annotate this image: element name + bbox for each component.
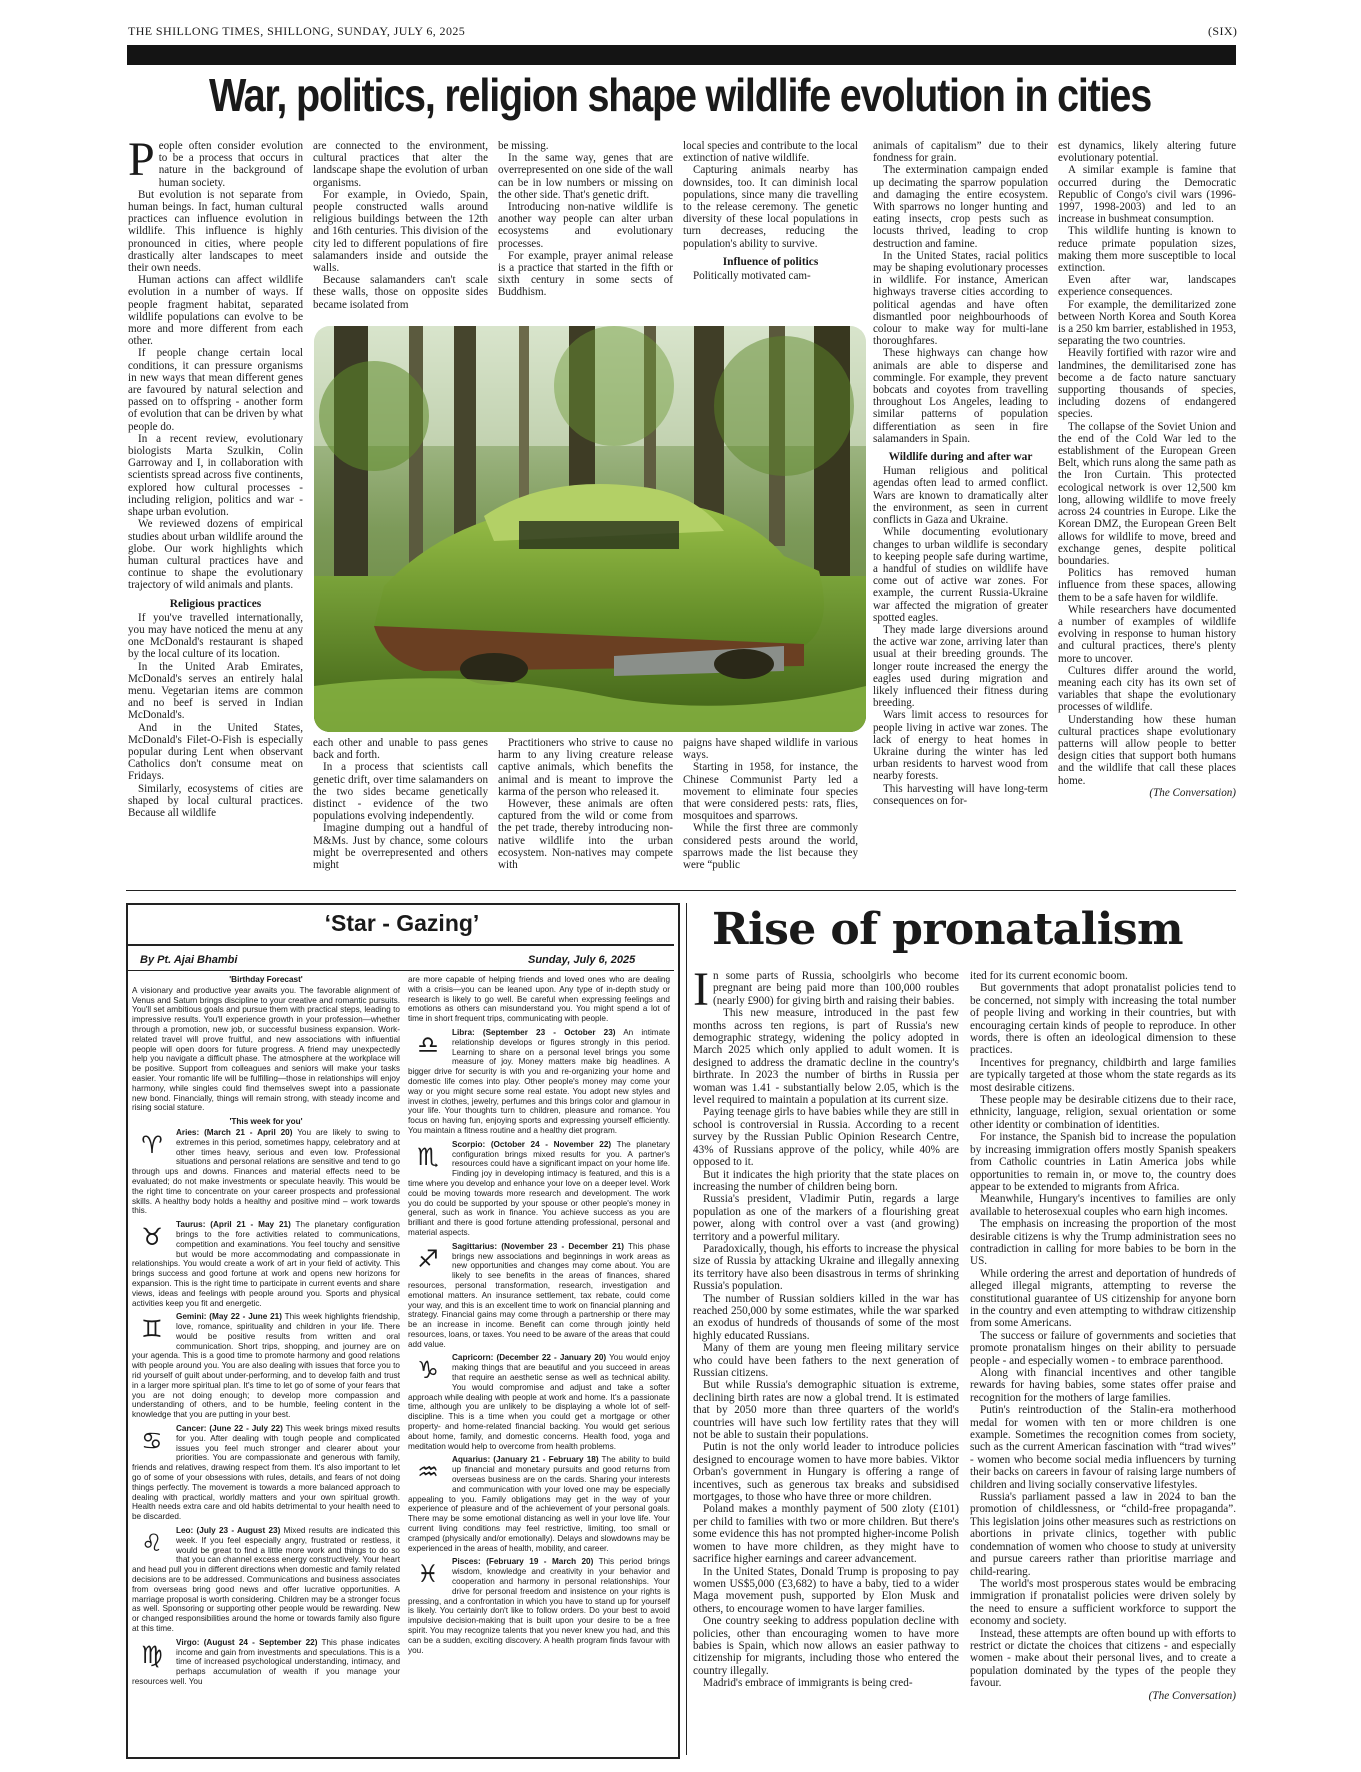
paragraph: Politically motivated cam- [693,270,811,283]
fish-icon: ♓ [417,1560,439,1589]
paragraph: A similar example is famine that occurred during the Democratic Republic of Congo's civil wars (1996-1997, 1998-2003) and led to an increase in bushmeat consumption. [1058,164,1236,226]
wildlife-column-4-top [683,140,858,322]
paragraph: be missing. [498,140,549,152]
paragraph: Putin's reintroduction of the Stalin-era motherhood medal for women with ten or more children is one example. Sometimes the recognition comes from society, such as the current American fascination with “trad wives” - women who become social media influencers by turning their backs on careers in favour of raising large numbers of children and living socially conservative lifestyles. [970,1404,1236,1491]
paragraph: But while Russia's demographic situation is extreme, declining birth rates are now a global trend. It is estimated that by 2050 more than three quarters of the world's countries will have such low fertility rates that they will not be able to sustain their populations. [693,1379,959,1442]
horoscope-entry [408,1353,670,1451]
birthday-heading: 'Birthday Forecast' [229,975,303,984]
horoscope-entry [132,1424,400,1522]
horoscope-entry [408,1557,670,1655]
paragraph: n some parts of Russia, schoolgirls who become pregnant are being paid more than 100,000 roubles (nearly £900) for giving birth and raising their babies. [712,970,959,1007]
moss-covered-car-photo [314,326,866,732]
paragraph: In a process that scientists call genetic drift, over time salamanders on the two sides became genetically distinct - evidence of the two populations evolving independently. [313,761,488,823]
sign-forecast: You are likely to swing to extremes in this period, sometimes happy, celebratory and at other times heavy, serious and even low. Professional situations and personal relations are sensitive and tend to go through ups and downs. Finances and material effects need to be evaluated; do not make investments or speculate heavily. This would be the right time to concentrate on your career prospects and professional skills. A healthy body holds a healthy and positive mind – work towards this. [132,1127,400,1216]
paragraph: Instead, these attempts are often bound up with efforts to restrict or dictate the choices that citizens - and especially women - make about their personal lives, and to create a population dominated by the types of the people they favour. [970,1627,1236,1690]
wildlife-headline: War, politics, religion shape wildlife evolution in cities [208,69,1152,121]
sign-name: Cancer: (June 22 - July 22) [176,1424,283,1434]
paragraph: But evolution is not separate from human beings. In fact, human cultural practices can influence evolution in wildlife. This influence is highly pronounced in cities, where people drastically alter landscapes to meet their own needs. [128,188,303,275]
paragraph: est dynamics, likely altering future evolutionary potential. [1058,140,1236,165]
stargazing-date: Sunday, July 6, 2025 [528,954,636,966]
sign-forecast: This phase brings new associations and beginnings in work areas as new opportunities and changes may come about. You are likely to see benefits in the areas of finances, shared resources, personal transformation, research, investigation and emotional matters. An insurance settlement, tax rebate, could come your way, and this is an excellent time to work on financial planning and strategy. Financial gains may come through a partnership or there may be an increase in income. Benefit can come through jointly held resources, loans, or taxes. You need to be aware of the areas that could add value. [408,1241,670,1349]
wildlife-column-6 [1058,140,1236,882]
paragraph: If you've travelled internationally, you may have noticed the menu at any one McDonald's restaurant is shaped by the local culture of its location. [128,611,303,661]
paragraph: Poland makes a monthly payment of 500 zloty (£101) per child to families with two or more children. But there's some evidence this has not prompted higher-income Polish women to have more children, as they might have to sacrifice higher earnings and career advancement. [693,1503,959,1566]
paragraph: For example, the demilitarized zone between North Korea and South Korea is a 250 km barrier, established in 1953, separating the two countries. [1058,298,1236,348]
ram-icon: ♈ [141,1130,163,1159]
paragraph: Madrid's embrace of immigrants is being cred- [703,1677,913,1690]
article-credit: (The Conversation) [1148,1689,1236,1702]
wildlife-column-5 [873,140,1048,882]
sign-name: Pisces: (February 19 - March 20) [452,1557,594,1567]
sign-forecast: This week highlights friendship, love, romance, spirituality and children in your life. There would be positive results from written and oral communication. Short trips, shopping, and journey are on your agenda. This is a good time to promote harmony and good relations with people around you. You are also dealing with issues that force you to rid yourself of guilt about under-performing, and to develop faith and trust in a larger more spiritual plan. It's time to let go of some of your fears that you are not doing enough; to develop more compassion and understanding of others, and to be humble, feeling content in the knowledge that you are putting in your best. [132,1312,400,1420]
sign-name: Gemini: (May 22 - June 21) [176,1312,282,1322]
subhead-wildlife-during-war: Wildlife during and after war [888,451,1033,464]
paragraph: For example, prayer animal release is a practice that started in the fifth or sixth century in some sects of Buddhism. [498,249,673,299]
subhead-influence-of-politics: Influence of politics [722,255,819,268]
sign-name: Sagittarius: (November 23 - December 21) [452,1241,624,1251]
paragraph: Human religious and political agendas often lead to armed conflict. Wars are known to dramatically alter the environment, as seen in current conflicts in Gaza and Ukraine. [873,465,1048,527]
section-divider [126,890,1236,891]
subhead-religious-practices: Religious practices [169,597,262,610]
paragraph: They made large diversions around the active war zone, arriving later than usual at their breeding grounds. The longer route increased the energy the eagles used during migration and likely influenced their fitness during breeding. [873,623,1048,710]
paragraph: But governments that adopt pronatalist policies tend to be concerned, not simply with increasing the total number of people living and working in their countries, but with encouraging certain kinds of people to reproduce. In other words, there is often an ideological dimension to these practices. [970,982,1236,1057]
paragraph: While researchers have documented a number of examples of wildlife evolving in response to human history and cultural practices, there's plenty more to uncover. [1058,603,1236,665]
paragraph: In the United States, Donald Trump is proposing to pay women US$5,000 (£3,682) to have a baby, tied to a wider Maga movement push, supported by Elon Musk and others, to encourage women to have larger families. [693,1565,959,1615]
paragraph: Many of them are young men fleeing military service who could have been fathers to the next generation of Russian citizens. [693,1342,959,1379]
paragraph: Heavily fortified with razor wire and landmines, the demilitarised zone has become a de facto nature sanctuary supporting thousands of species, including dozens of endangered species. [1058,347,1236,421]
paragraph: local species and contribute to the local extinction of native wildlife. [683,140,858,165]
pronatalism-headline: Rise of pronatalism [712,904,1183,955]
water-bearer-icon: ♒ [417,1458,439,1487]
paragraph: For instance, the Spanish bid to increase the population by increasing immigration offers mostly Spanish speakers from Catholic countries in Latin America jobs while opportunities to remain in, or move to, the country does appear to be extended to migrants from Africa. [970,1131,1236,1193]
stargazing-title-rule [128,944,674,946]
paragraph: The world's most prosperous states would be embracing immigration if pronatalist policies were driven solely by the need to ensure a sufficient workforce to support the economy and society. [970,1577,1236,1628]
archer-icon: ♐ [417,1244,439,1273]
twins-icon: ♊ [141,1315,163,1344]
wildlife-column-4-bottom [683,737,858,882]
sign-forecast: You would enjoy making things that are beautiful and you succeed in areas that require an aesthetic sense as well as technical ability. You would compromise and adjust and take a softer approach while dealing with people at work and home. It's a passionate time, although you are unlikely to be displaying a whole lot of self-discipline. This is a time when you could get a mortgage or other property- and home-related financial backing. You would get serious about home, family, and domestic concerns. Health food, yoga and meditation would help to overcome from health problems. [408,1353,670,1451]
paragraph: The collapse of the Soviet Union and the end of the Cold War led to the establishment of the European Green Belt, which runs along the same path as the Iron Curtain. This protected ecological network is over 12,500 km long, allowing wildlife to move freely across 24 countries in Europe. Like the Korean DMZ, the European Green Belt allows for wildlife to move, breed and exchange genes, despite political boundaries. [1058,420,1236,567]
paragraph: And in the United States, McDonald's Filet-O-Fish is especially popular during Lent when observant Catholics don't consume meat on Fridays. [128,721,303,783]
paragraph: Wars limit access to resources for people living in active war zones. The lack of energy to heat homes in Ukraine during the winter has led urban residents to harvest wood from nearby forests. [873,709,1048,783]
paragraph: Incentives for pregnancy, childbirth and large families are typically targeted at those whom the state regards as its most desirable citizens. [970,1056,1236,1094]
paragraph: Along with financial incentives and other tangible rewards for having babies, some states offer praise and recognition for the mothers of large families. [970,1367,1236,1404]
paragraph: Introducing non-native wildlife is another way people can alter urban ecosystems and evolutionary processes. [498,201,673,250]
stargazing-column-1 [132,975,400,1750]
wildlife-column-3-top [498,140,673,322]
paragraph: animals of capitalism” due to their fondness for grain. [873,140,1048,165]
sign-forecast: The planetary configuration brings to the fore activities related to communications, competition and examinations. You feel touchy and sensitive but would be more accommodating and compassionate in relationships. You would create a work of art in your field of activity. This brings success and good fortune at work and opens new horizons for expansion. This is the right time to participate in current events and share views, ideas and feelings with people around you. Sports and physical activities keep you fit and energetic. [132,1220,400,1308]
horoscope-entry [132,1312,400,1420]
folio-right: (SIX) [1208,24,1238,38]
folio-left: THE SHILLONG TIMES, SHILLONG, SUNDAY, JULY 6, 2025 [128,24,466,38]
sign-forecast: This week brings mixed results for you. After dealing with tough people and complicated issues you feel much stronger and clearer about your priorities. You are compassionate and generous with family, friends and relatives, drawing respect from them. It's also important to let go of some of your obsessions with rules, details, and fears of not doing things perfectly. The movement is towards a more balanced approach to dealing with practical, worldly matters and your own spiritual growth. Health needs extra care and old habits detrimental to your health need to be discarded. [132,1424,400,1522]
drop-cap: I [693,970,709,1016]
paragraph: These highways can change how animals are able to disperse and commingle. For example, they prevent bobcats and coyotes from travelling throughout Los Angeles, leading to similar patterns of population differentiation as seen in fire salamanders in Spain. [873,347,1048,445]
sign-name: Capricorn: (December 22 - January 20) [452,1353,607,1363]
pronatalism-column-1 [693,970,959,1760]
paragraph: Politics has removed human influence from these spaces, allowing them to be a safe haven for wildlife. [1058,567,1236,604]
paragraph: The number of Russian soldiers killed in the war has reached 250,000 by some estimates, while the war sparked an exodus of hundreds of thousands of some of the most highly educated Russians. [693,1292,959,1342]
paragraph: Starting in 1958, for instance, the Chinese Communist Party led a movement to eliminate four species that were considered pests: rats, flies, mosquitoes and sparrows. [683,761,858,823]
paragraph: In a recent review, evolutionary biologists Marta Szulkin, Colin Garroway and I, in collaboration with scientists spread across five continents, explored how cultural processes - including religion, politics and war - shape urban evolution. [128,432,303,519]
article-photo [314,326,866,732]
sign-name: Scorpio: (October 24 - November 22) [452,1139,612,1149]
paragraph: Human actions can affect wildlife evolution in a number of ways. If people fragment habitat, separated wildlife populations can evolve to be more and more different from each other. [128,274,303,348]
paragraph: Russia's parliament passed a law in 2024 to ban the promotion of childlessness, or “child-free propaganda”. This legislation joins other measures such as restrictions on abortions in private clinics, together with public condemnation of women who choose to study at university and pursue careers rather than prioritise marriage and child-rearing. [970,1491,1236,1578]
goat-icon: ♑ [417,1356,439,1385]
header-bar [127,45,1236,65]
wildlife-column-2-top [313,140,488,322]
scales-icon: ♎ [417,1030,439,1059]
sign-name: Aquarius: (January 21 - February 18) [452,1455,599,1465]
paragraph: While ordering the arrest and deportation of hundreds of alleged illegal migrants, attempting to reverse the constitutional guarantee of US citizenship for anyone born in the country and even attempting to withdraw citizenship from some Americans. [970,1267,1236,1330]
horoscope-entry [408,1242,670,1350]
sign-forecast: are more capable of helping friends and loved ones who are dealing with a crisis—you can be leaned upon. Any type of in-depth study or research is likely to go well. Be careful when expressing feelings and emotions as others can misunderstand you. You might spend a lot of time in short frequent trips, communicating with people. [408,975,670,1024]
paragraph: If people change certain local conditions, it can pressure organisms in new ways that mean different genes are favoured by natural selection and passed on to offspring - another form of evolution that can be driven by what people do. [128,347,303,433]
paragraph: Practitioners who strive to cause no harm to any living creature release captive animals, which benefits the animal and is meant to improve the karma of the person who released it. [498,737,673,798]
stargazing-byline: By Pt. Ajai Bhambi [140,954,238,966]
crab-icon: ♋ [141,1427,163,1456]
paragraph: Similarly, ecosystems of cities are shaped by local cultural practices. Because all wildlife [128,782,303,819]
sign-name: Aries: (March 21 - April 20) [176,1127,293,1137]
paragraph: These people may be desirable citizens due to their race, ethnicity, language, religion, sexual orientation or some other identity or combination of identities. [970,1094,1236,1131]
paragraph: ited for its current economic boom. [970,970,1128,982]
sign-forecast: An intimate relationship develops or figures strongly in this period. Learning to share on a personal level brings you some measure of joy. Money matters make big headlines. A bigger drive for security is with you and re-organizing your home and domestic life comes into play. Other people's money may come your way or you might secure some real estate. You adopt new styles and invest in clothes, jewelry, perfumes and this brings color and glamour in your life. Your thoughts turn to children, pleasure and romance. You focus on having fun, enjoying sports and expressing yourself efficiently. You maintain a fitness routine and a healthy diet program. [408,1027,670,1135]
paragraph: But it indicates the high priority that the state places on increasing the number of children being born. [693,1168,959,1193]
paragraph: Capturing animals nearby has downsides, too. It can diminish local populations, since many die travelling to the release ceremony. The genetic diversity of these local populations in turn decreases, reducing the population's ability to survive. [683,164,858,250]
paragraph: This wildlife hunting is known to reduce primate population sizes, making them more susceptible to local extinction. [1058,225,1236,275]
paragraph: In the United Arab Emirates, McDonald's serves an entirely halal menu. Vegetarian items are common and no beef is served in Indian McDonald's. [128,660,303,722]
paragraph: eople often consider evolution to be a process that occurs in nature in the background of human society. [158,140,303,189]
pronatalism-column-2 [970,970,1236,1760]
sign-name: Virgo: (August 24 - September 22) [176,1637,318,1647]
sign-name: Taurus: (April 21 - May 21) [176,1220,291,1230]
paragraph: Paying teenage girls to have babies while they are still in school is controversial in Russia. According to a recent survey by the Russian Public Opinion Research Centre, 43% of Russians approve of the policy, while 40% are opposed to it. [693,1106,959,1169]
paragraph: each other and unable to pass genes back and forth. [313,737,488,762]
paragraph: The emphasis on increasing the proportion of the most desirable citizens is why the Trump administration sees no contradiction in calling for more babies to be born in the US. [970,1218,1236,1268]
paragraph: Understanding how these human cultural practices shape evolutionary patterns will allow people to better design cities that support both humans and the wildlife that call these places home. [1058,713,1236,787]
paragraph: Russia's president, Vladimir Putin, regards a large population as one of the markers of a flourishing great power, along with control over a vast (and growing) territory and a powerful military. [693,1193,959,1243]
birthday-forecast: A visionary and productive year awaits you. The favorable alignment of Venus and Saturn brings discipline to your creative and romantic pursuits. You'll set ambitious goals and pursue them with practical steps, leading to impressive results. You'll experience growth in your profession—whether through a promotion, new job, or successful business expansion. Work-related travel will prove fruitful, and new associations with influential people will open doors for future progress. A friend may unexpectedly help you navigate a difficult phase. The atmosphere at the workplace will be positive. Support from colleagues and seniors will make your tasks easier. Your romantic life will be fulfilling—those in relationships will enjoy harmony, while singles could find themselves swept into a passionate new bond. Financially, things will remain strong, with steady income and rising social stature. [132,985,400,1113]
paragraph: The success or failure of governments and societies that promote pronatalism hinges on their ability to persuade people - and especially women - to embrace parenthood. [970,1329,1236,1367]
bull-icon: ♉ [141,1223,163,1252]
paragraph: Even after war, landscapes experience consequences. [1058,274,1236,299]
paragraph: While documenting evolutionary changes to urban wildlife is secondary to keeping people safe during wartime, a handful of studies on wildlife have come out of active war zones. For example, the current Russia-Ukraine war affected the migration of greater spotted eagles. [873,526,1048,624]
horoscope-entry [132,1638,400,1687]
sign-forecast: This period brings wisdom, knowledge and creativity in your behavior and cooperation and harmony in personal relationships. Your drive for personal freedom and insistence on your rights is pressing, and a confrontation in which you have to stand up for yourself is likely. You certainly don't like to follow orders. Do your best to avoid impulsive decision-making that is built upon your desire to be a free spirit. You may recognize talents that you never knew you had, and this can be a sudden, exciting discovery. A health program finds favour with you. [408,1557,670,1655]
paragraph: paigns have shaped wildlife in various ways. [683,737,858,762]
paragraph: are connected to the environment, cultural practices that alter the landscape shape the evolution of urban organisms. [313,140,488,189]
horoscope-entry [132,1526,400,1634]
sign-name: Leo: (July 23 - August 23) [176,1526,281,1536]
maiden-icon: ♍ [141,1640,163,1669]
scorpion-icon: ♏ [417,1142,439,1171]
paragraph: Paradoxically, though, his efforts to increase the physical size of Russia by attacking Ukraine and illegally annexing its territory have also been disastrous in terms of shrinking Russia's population. [693,1242,959,1293]
paragraph: One country seeking to address population decline with policies, other than encouraging women to have more babies is Spain, which now allows an easier pathway to citizenship for migrants, including those who entered the country illegally. [693,1615,959,1677]
paragraph: Meanwhile, Hungary's incentives to families are only available to heterosexual couples who earn high incomes. [970,1193,1236,1218]
stargazing-column-2 [408,975,670,1750]
horoscope-entry [132,1220,400,1308]
week-heading: 'This week for you' [229,1117,303,1127]
paragraph: This new measure, introduced in the past few months across ten regions, is part of Russia's new demographic strategy, widening the policy adopted in March 2025 which only applied to adult women. It is designed to address the dramatic decline in the country's birthrate. In 2023 the number of births in Russia per woman was 1.41 - substantially below 2.05, which is the level required to maintain a population at its current size. [693,1007,959,1107]
paragraph: We reviewed dozens of empirical studies about urban wildlife around the globe. Our work highlights which human cultural practices have and continue to shape the evolutionary trajectory of wild animals and plants. [128,518,303,592]
horoscope-entry [132,1128,400,1216]
horoscope-entry [408,975,670,1024]
stargazing-meta-rule [128,970,674,971]
sign-forecast: This phase indicates income and gain from investments and speculations. This is a time of increased psychological understanding, intimacy, and perhaps accumulation of wealth if you manage your resources well. You [132,1637,400,1686]
paragraph: In the United States, racial politics may be shaping evolutionary processes in wildlife. For instance, American highways traverse cities according to political agendas and have often dismantled poor neighbourhoods of colour to make way for multi-lane thoroughfares. [873,249,1048,348]
column-divider [686,903,687,1755]
horoscope-entry [408,1028,670,1136]
wildlife-column-1 [128,140,303,882]
paragraph: Cultures differ around the world, meaning each city has its own set of variables that shape the evolutionary processes of wildlife. [1058,664,1236,714]
drop-cap: P [128,140,155,186]
lion-icon: ♌ [141,1529,163,1558]
paragraph: For example, in Oviedo, Spain, people constructed walls around religious buildings between the 12th and 16th centuries. This division of the city led to different populations of fire salamanders inside and outside the walls. [313,188,488,275]
article-credit: (The Conversation) [1149,786,1236,799]
paragraph: In the same way, genes that are overrepresented on one side of the wall can be in low numbers or missing on the other side. That's genetic drift. [498,152,673,201]
wildlife-column-2-bottom [313,737,488,882]
paragraph: Because salamanders can't scale these walls, those on opposite sides became isolated from [313,274,488,311]
stargazing-title: ‘Star - Gazing’ [324,910,480,936]
sign-name: Libra: (September 23 - October 23) [452,1027,616,1037]
paragraph: The extermination campaign ended up decimating the sparrow population and damaging the entire ecosystem. With sparrows no longer hunting and eating insects, crop pests such as locusts thrived, leading to crop destruction and famine. [873,164,1048,250]
horoscope-entry [408,1140,670,1238]
paragraph: Putin is not the only world leader to introduce policies designed to encourage women to have more babies. Viktor Orban's government in Hungary is offering a range of incentives, such as generous tax breaks and subsidised mortgages, to those who have three or more children. [693,1441,959,1504]
sign-forecast: The planetary configuration brings mixed results for you. A partner's resources could have a significant impact on your home life. Finding joy in developing intimacy is featured, and this is a time where you develop and enhance your love on a deeper level. Work could be moving towards more research and development. The work you do could be supported by your spouse or other people's money in general, such as work in finance. You achieve success as you are brilliant and there is good fortune attending professional, personal and material aspects. [408,1139,670,1237]
paragraph: While the first three are commonly considered pests around the world, sparrows made the list because they were “public [683,822,858,872]
horoscope-entry [408,1455,670,1553]
paragraph: However, these animals are often captured from the wild or come from the pet trade, thereby introducing non-native wildlife into the urban ecosystem. Non-natives may compete with [498,798,673,872]
paragraph: Imagine dumping out a handful of M&Ms. Just by chance, some colours might be overrepresented and others might [313,822,488,872]
wildlife-column-3-bottom [498,737,673,882]
paragraph: This harvesting will have long-term consequences on for- [873,782,1048,807]
sign-forecast: Mixed results are indicated this week. If you feel especially angry, frustrated or restless, it would be great to find a little more work and things to do so that you can channel excess energy constructively. Your heart and head pull you in different directions when domestic and family related decisions are to be addressed. Communications and business associates from overseas bring good news and offer lucrative opportunities. A marriage proposal is worth considering. Children may be a stronger focus as well. Sponsoring or supporting other people would be rewarding. New or changed responsibilities around the home or towards family also figure at this time. [132,1526,400,1633]
sign-forecast: The ability to build up financial and monetary pursuits and good returns from overseas business are on the cards. Sharing your interests and communication with your loved one may be especially appealing to you. Family obligations may get in the way of your experience of pleasure and of the achievement of your personal goals. There may be some emotional distancing as well in your love life. Your current living conditions may feel restrictive, limiting, too small or cramped (physically and/or emotionally). Delays and slowdowns may be experienced in the areas of health, mobility, and career. [408,1455,670,1553]
